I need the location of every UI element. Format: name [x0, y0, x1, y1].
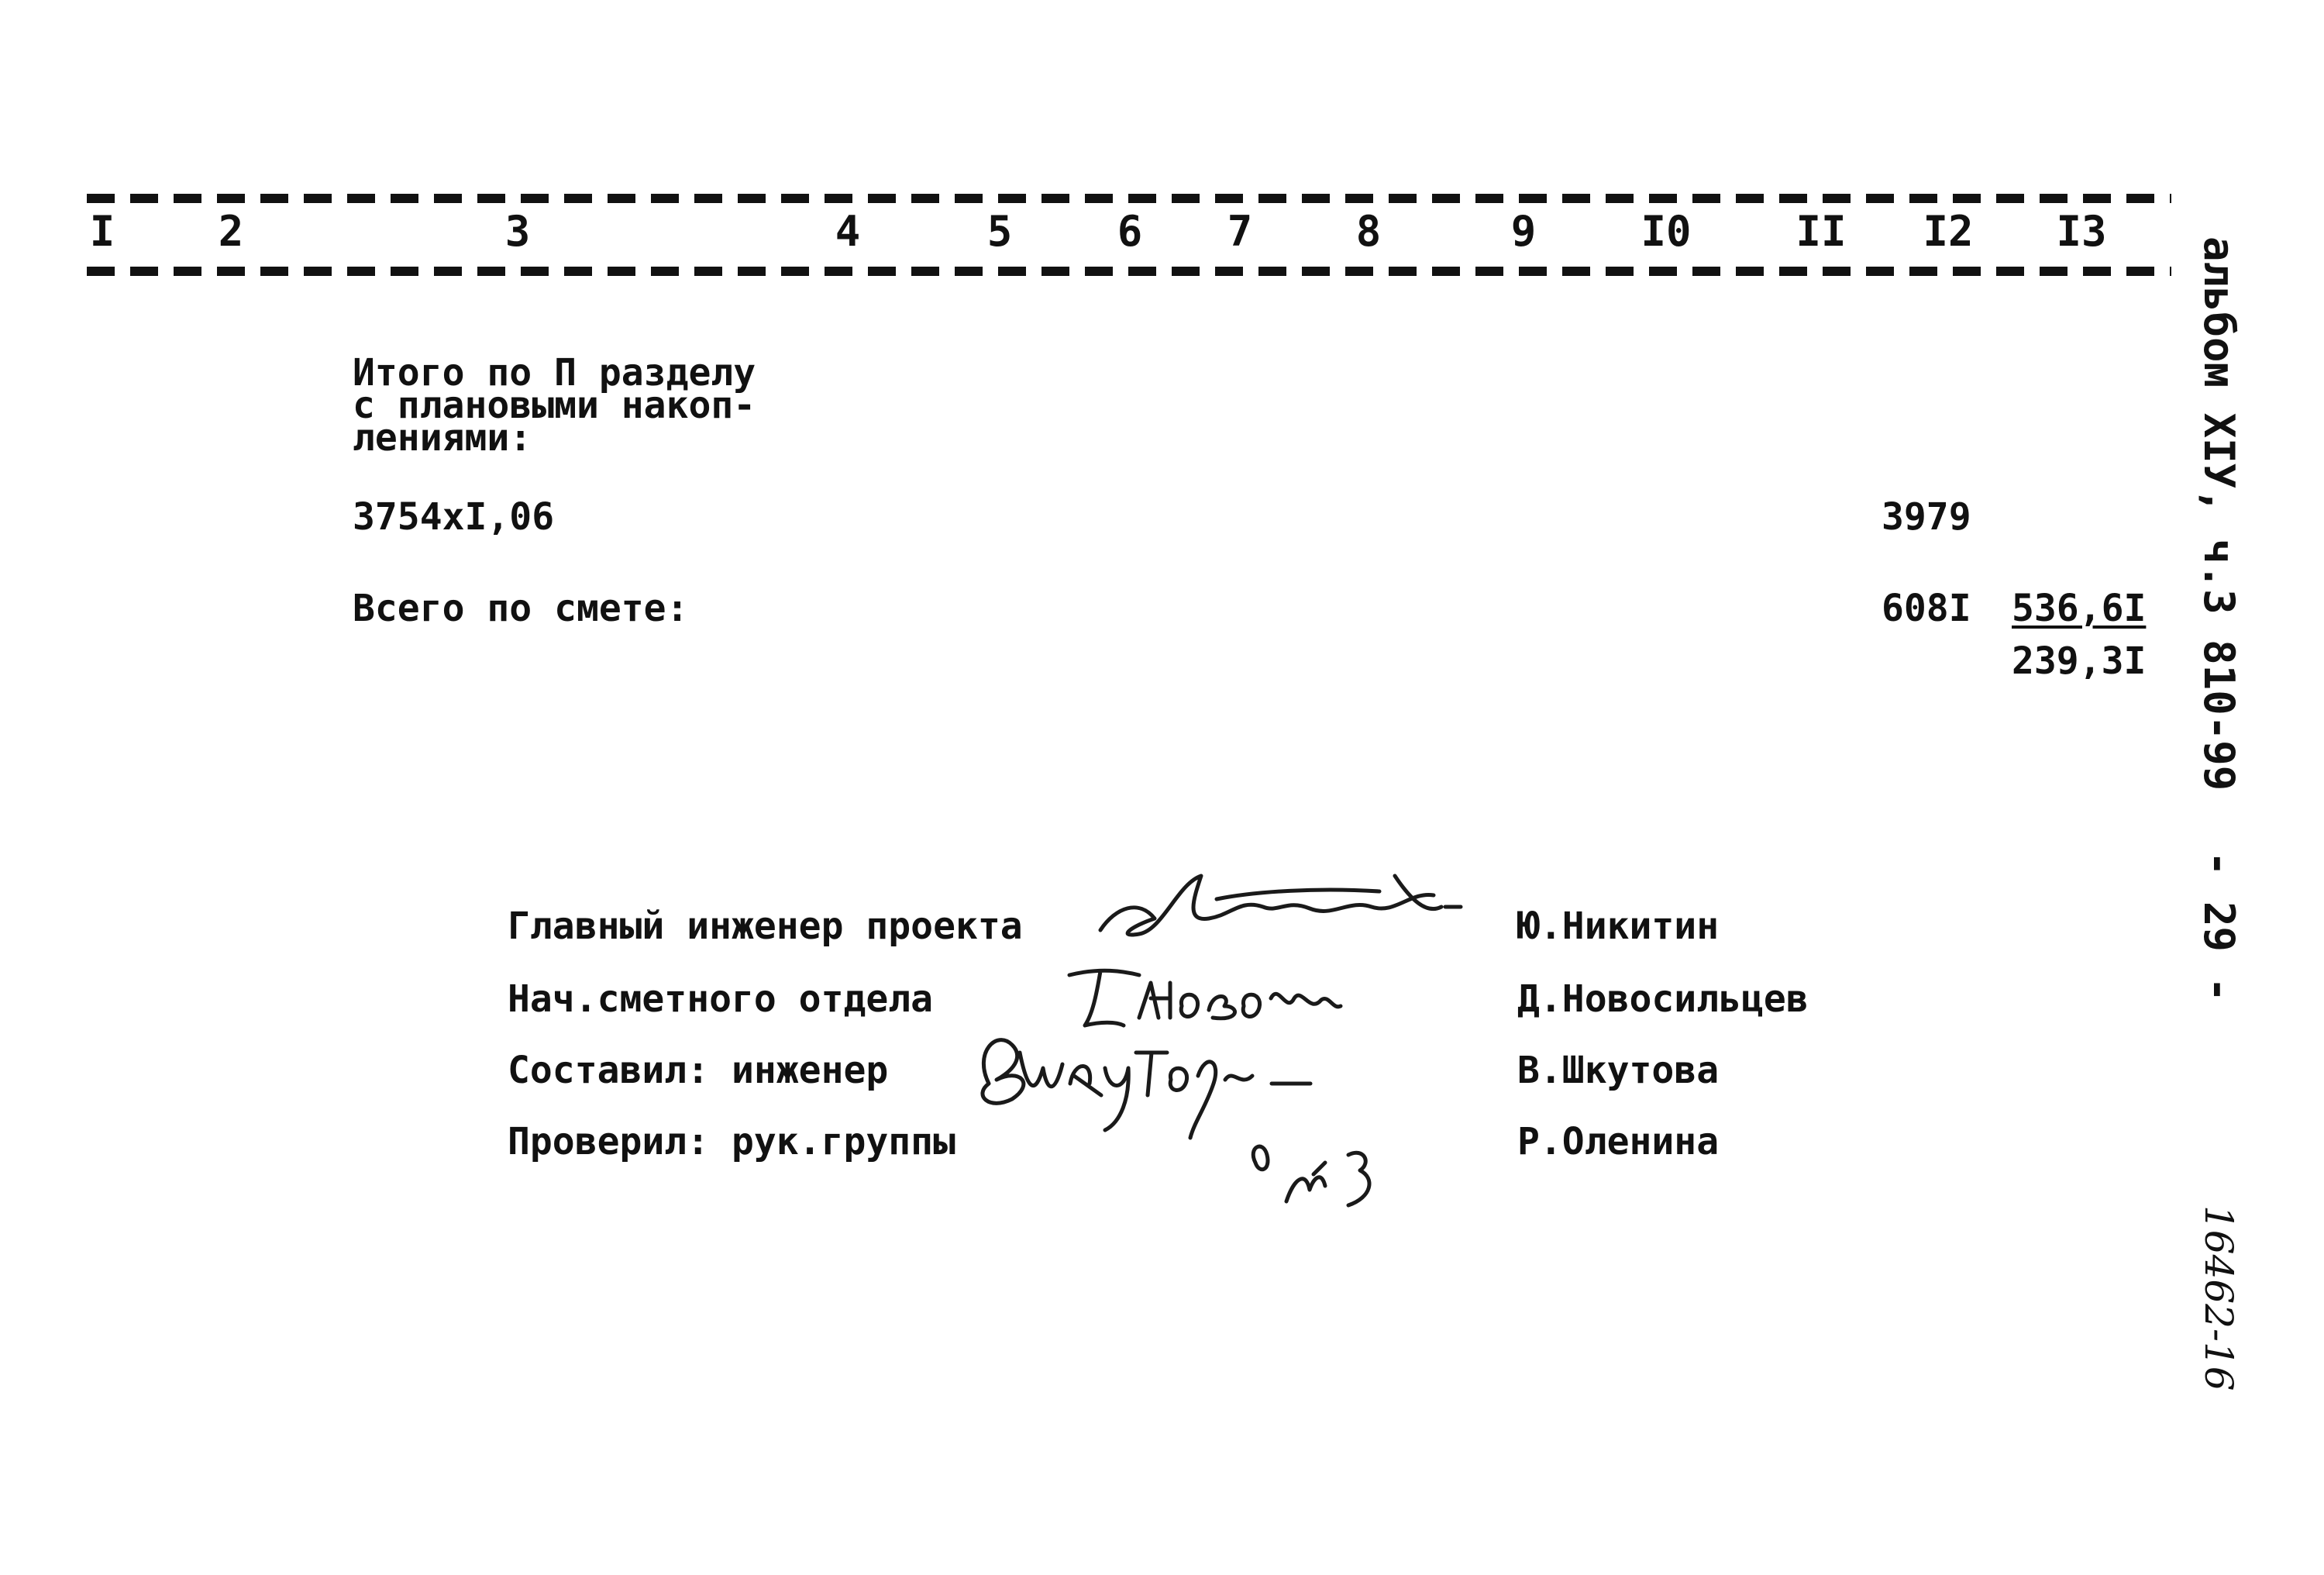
grand-total-col13-bottom: 239,3I [2012, 639, 2147, 683]
signature-role-checker: Проверил: рук.группы [508, 1120, 955, 1163]
column-number-1: I [89, 207, 115, 256]
signature-role-chief-engineer: Главный инженер проекта [508, 905, 1023, 948]
formula-text: 3754xI,06 [353, 495, 555, 539]
grand-total-col12: 608I [1882, 587, 1971, 630]
column-number-6: 6 [1117, 207, 1143, 256]
signature-role-compiler: Составил: инженер [508, 1049, 889, 1092]
signature-name-chief-engineer: Ю.Никитин [1517, 905, 1720, 948]
inventory-number: 16462-16 [2196, 1205, 2241, 1391]
column-number-8: 8 [1355, 207, 1382, 256]
album-reference: альбом XIУ, ч.3 810-99 [2195, 236, 2243, 791]
section-total-label [353, 351, 756, 460]
column-number-7: 7 [1227, 207, 1253, 256]
column-number-11: II [1796, 207, 1847, 256]
column-number-13: I3 [2056, 207, 2107, 256]
page-number: - 29 - [2195, 851, 2243, 1003]
column-number-3: 3 [504, 207, 531, 256]
signature-name-checker: Р.Оленина [1517, 1120, 1720, 1163]
header-rule-top [87, 194, 2171, 203]
column-number-2: 2 [218, 207, 244, 256]
grand-total-col13-top: 536,6I [2012, 587, 2147, 630]
column-number-5: 5 [986, 207, 1013, 256]
signature-nikitin [1085, 853, 1465, 953]
column-number-4: 4 [835, 207, 861, 256]
column-number-9: 9 [1510, 207, 1537, 256]
section-total-label-line-2: с плановыми накоп- [353, 384, 756, 427]
header-rule-bottom [87, 267, 2171, 276]
signature-name-compiler: В.Шкутова [1517, 1049, 1720, 1092]
column-number-12: I2 [1923, 207, 1974, 256]
signature-name-estimate-head: Д.Новосильцев [1517, 977, 1809, 1021]
column-number-10: I0 [1641, 207, 1692, 256]
section-total-label-line-3: лениями: [353, 416, 532, 460]
formula-value: 3979 [1882, 495, 1971, 539]
section-total-label-line-1: Итого по П разделу [353, 351, 756, 395]
grand-total-label: Всего по смете: [353, 587, 689, 630]
signature-olenina [1240, 1116, 1410, 1225]
signature-role-estimate-head: Нач.сметного отдела [508, 977, 934, 1021]
